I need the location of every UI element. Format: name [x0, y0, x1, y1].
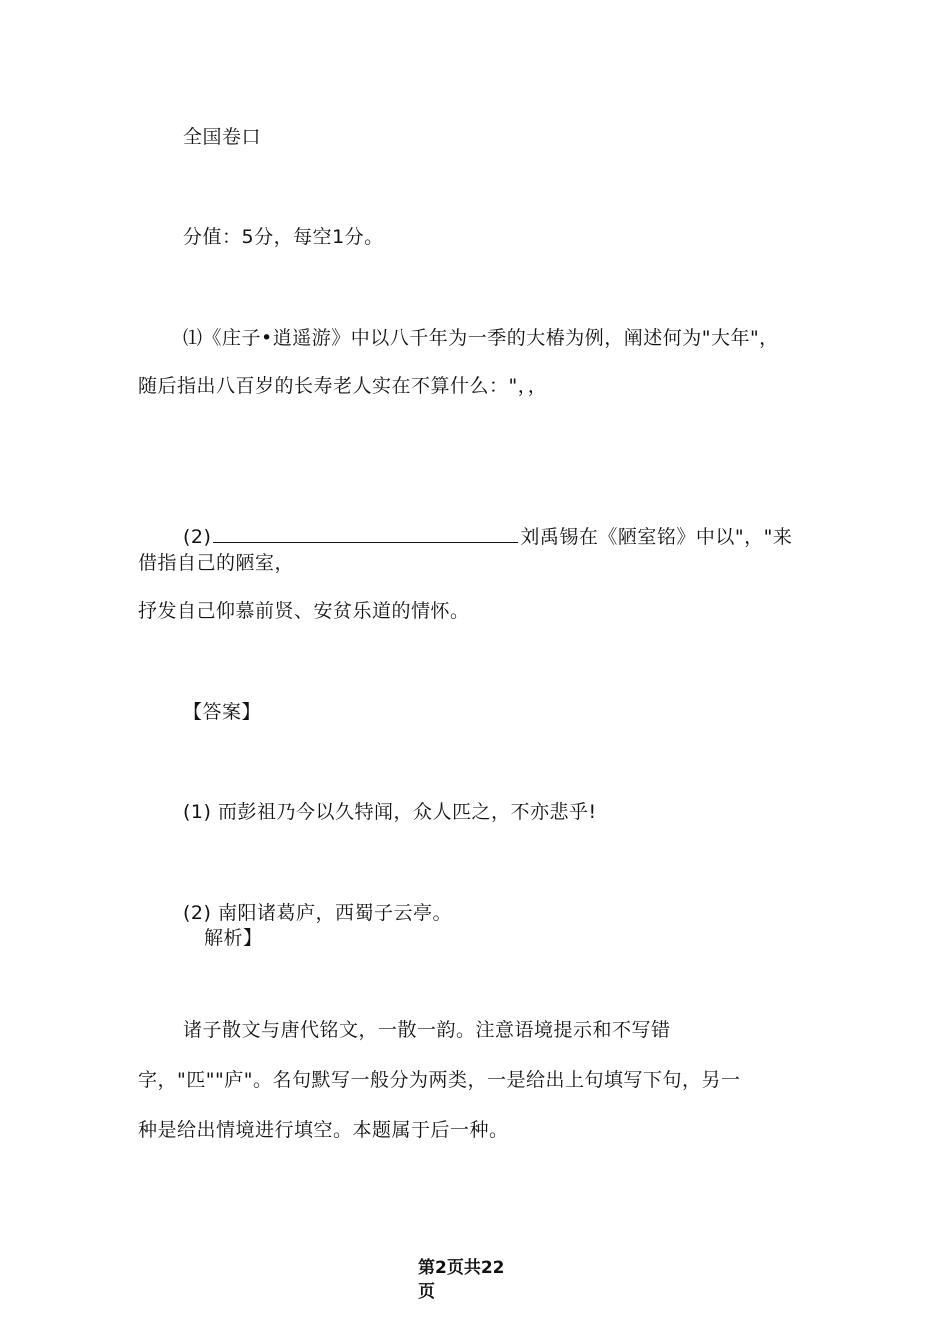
page-footer-line-2: 页 — [418, 1282, 435, 1302]
answer-2: (2) 南阳诸葛庐，西蜀子云亭。 — [183, 902, 452, 924]
question-2-line-3: 抒发自己仰慕前贤、安贫乐道的情怀。 — [138, 600, 470, 622]
paper-title: 全国卷口 — [183, 126, 262, 148]
fill-in-blank — [213, 524, 518, 543]
analysis-line-3: 种是给出情境进行填空。本题属于后一种。 — [138, 1119, 509, 1141]
answer-heading: 【答案】 — [183, 701, 262, 723]
question-2-number: (2) — [183, 526, 212, 548]
analysis-line-1: 诸子散文与唐代铭文，一散一韵。注意语境提示和不写错 — [183, 1019, 671, 1041]
answer-1: (1) 而彭祖乃今以久特闻，众人匹之，不亦悲乎! — [183, 801, 597, 823]
question-2-line-2: 借指自己的陋室， — [138, 552, 295, 574]
question-2-line-1 — [183, 524, 792, 550]
analysis-line-2: 字，"匹""庐"。名句默写一般分为两类，一是给出上句填写下句，另一 — [138, 1069, 741, 1091]
page-footer-line-1: 第2页共22 — [418, 1258, 505, 1278]
question-2-line-1-text: 刘禹锡在《陋室铭》中以"，"来 — [520, 526, 793, 548]
question-1-line-2: 随后指出八百岁的长寿老人实在不算什么："，， — [138, 375, 548, 397]
analysis-heading: 解析】 — [204, 927, 263, 949]
question-1-line-1: ⑴《庄子•逍遥游》中以八千年为一季的大椿为例，阐述何为"大年"， — [183, 327, 779, 349]
score-info: 分值：5分，每空1分。 — [183, 226, 384, 248]
